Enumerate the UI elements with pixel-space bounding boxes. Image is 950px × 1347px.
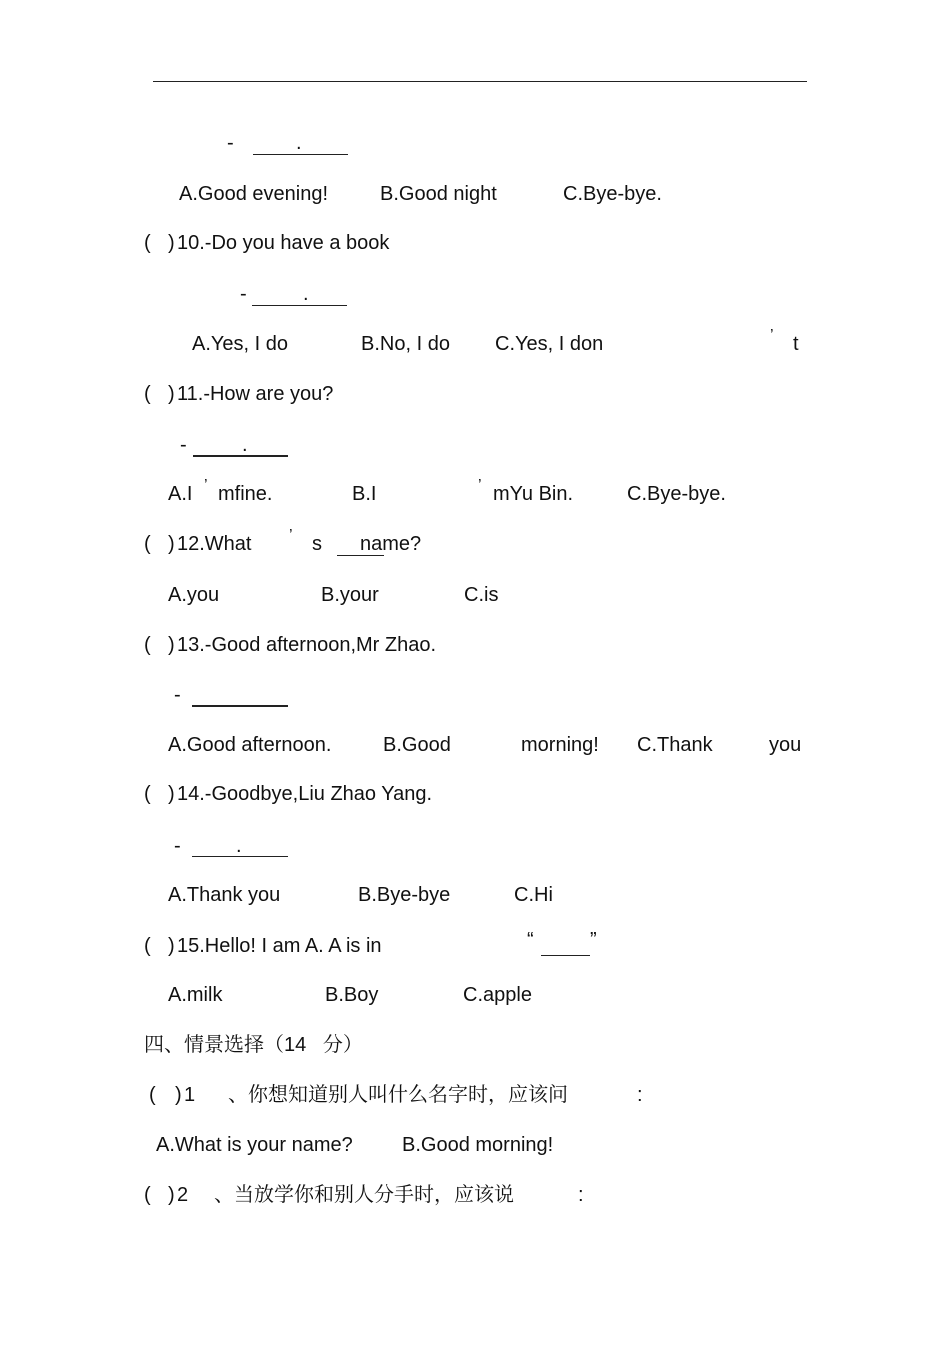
q9-option-c: C.Bye-bye. [563, 183, 662, 205]
q11-option-a-part2: mfine. [218, 483, 273, 505]
q15-answer-blank[interactable] [541, 932, 590, 956]
s4q1-option-b: B.Good morning! [402, 1134, 554, 1156]
q10-dash: - [240, 283, 247, 305]
q15-open-quote: “ [527, 929, 534, 951]
q10-paren-close: ) [168, 232, 175, 254]
q13-option-c-part2: you [769, 734, 802, 756]
q12-question-part2: s [312, 533, 322, 555]
q11-answer-blank[interactable] [193, 433, 288, 457]
q13-answer-blank[interactable] [192, 683, 288, 707]
q10-option-c-tail: t [793, 333, 799, 355]
q10-paren-open: ( [144, 232, 151, 254]
q11-option-b-part1: B.I [352, 483, 377, 505]
q11-question: 11.-How are you? [177, 383, 334, 405]
q12-paren-open: ( [144, 533, 151, 555]
q15-paren-close: ) [168, 935, 175, 957]
q13-option-b-part2: morning! [521, 734, 599, 756]
q15-option-b: B.Boy [325, 984, 379, 1006]
s4q1-number: 1 [184, 1084, 196, 1106]
q11-paren-close: ) [168, 383, 175, 405]
q11-option-a-part1: A.I [168, 483, 193, 505]
q12-option-a: A.you [168, 584, 220, 606]
q14-paren-close: ) [168, 783, 175, 805]
q11-dot: . [242, 434, 248, 456]
q11-paren-open: ( [144, 383, 151, 405]
q12-question-part1: 12.What [177, 533, 252, 555]
s4q2-number: 2 [177, 1184, 189, 1206]
q12-paren-close: ) [168, 533, 175, 555]
s4q2-question: 、当放学你和别人分手时，应该说 [214, 1184, 514, 1206]
header-rule [153, 81, 807, 82]
s4q1-paren-close: ) [175, 1084, 182, 1106]
q10-apostrophe: ’ [770, 327, 774, 344]
q10-option-a: A.Yes, I do [192, 333, 288, 355]
q11-dash: - [180, 434, 187, 456]
q10-option-b: B.No, I do [361, 333, 450, 355]
q14-paren-open: ( [144, 783, 151, 805]
s4q1-colon: : [637, 1084, 643, 1106]
q9-dot: . [296, 132, 302, 154]
q13-option-b-part1: B.Good [383, 734, 451, 756]
q9-dash: - [227, 132, 234, 154]
q14-dot: . [236, 835, 242, 857]
s4q1-paren-open: ( [149, 1084, 156, 1106]
q15-option-c: C.apple [463, 984, 532, 1006]
q12-question-part3: name? [360, 533, 422, 555]
q13-question: 13.-Good afternoon,Mr Zhao. [177, 634, 437, 656]
q9-option-a: A.Good evening! [179, 183, 328, 205]
s4q2-paren-close: ) [168, 1184, 175, 1206]
q14-option-b: B.Bye-bye [358, 884, 451, 906]
q15-option-a: A.milk [168, 984, 223, 1006]
q11-option-a-apostrophe: ’ [204, 477, 208, 494]
s4q2-paren-open: ( [144, 1184, 151, 1206]
s4q2-colon: : [578, 1184, 584, 1206]
q14-question: 14.-Goodbye,Liu Zhao Yang. [177, 783, 432, 805]
q15-paren-open: ( [144, 935, 151, 957]
q12-option-b: B.your [321, 584, 379, 606]
q12-apostrophe: ’ [289, 527, 293, 544]
q14-dash: - [174, 835, 181, 857]
q13-option-a: A.Good afternoon. [168, 734, 332, 756]
q14-option-a: A.Thank you [168, 884, 281, 906]
q13-option-c-part1: C.Thank [637, 734, 713, 756]
q13-dash: - [174, 684, 181, 706]
q15-close-quote: ” [590, 929, 597, 951]
q10-question: 10.-Do you have a book [177, 232, 390, 254]
q12-option-c: C.is [464, 584, 499, 606]
s4q1-option-a: A.What is your name? [156, 1134, 353, 1156]
q15-question: 15.Hello! I am A. A is in [177, 935, 382, 957]
q13-paren-close: ) [168, 634, 175, 656]
q9-option-b: B.Good night [380, 183, 497, 205]
section-4-heading: 四、情景选择（14 分） [144, 1034, 363, 1056]
q11-option-c: C.Bye-bye. [627, 483, 726, 505]
q11-option-b-part2: mYu Bin. [493, 483, 574, 505]
q10-option-c: C.Yes, I don [495, 333, 604, 355]
s4q1-question: 、你想知道别人叫什么名字时，应该问 [228, 1084, 568, 1106]
q10-dot: . [303, 283, 309, 305]
q13-paren-open: ( [144, 634, 151, 656]
q14-option-c: C.Hi [514, 884, 553, 906]
q10-answer-blank[interactable] [252, 282, 347, 306]
q11-option-b-apostrophe: ’ [478, 477, 482, 494]
